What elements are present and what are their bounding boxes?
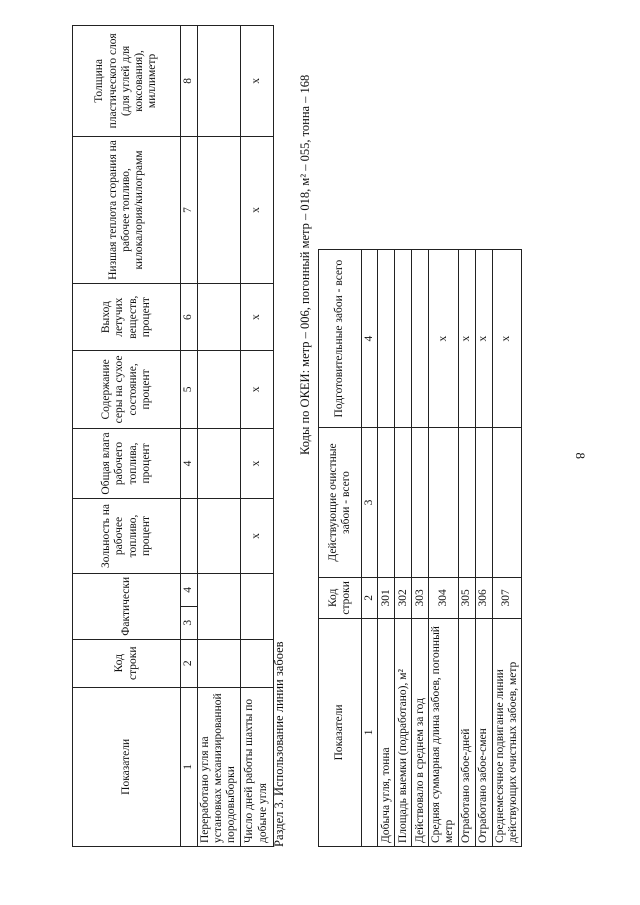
table-row xyxy=(378,250,395,847)
page-number: 8 xyxy=(573,452,588,459)
value-cell[interactable] xyxy=(198,26,241,137)
value-cell: х xyxy=(458,250,475,428)
code-cell[interactable] xyxy=(240,639,273,687)
num-cell: 6 xyxy=(181,284,198,351)
num-cell: 3 xyxy=(362,428,378,578)
header-plastic: Толщина пластического слоя (для углей для коксования), миллиметр xyxy=(73,26,181,137)
num-cell: 4 xyxy=(181,573,198,606)
row-label: Действовало в среднем за год xyxy=(412,618,429,846)
header-sulfur: Содержание серы на сухое состояние, процент xyxy=(73,351,181,429)
value-cell: х xyxy=(240,26,273,137)
code-cell: 307 xyxy=(492,577,521,618)
table-header-row xyxy=(319,250,362,847)
value-cell: х xyxy=(429,250,458,428)
num-cell: 7 xyxy=(181,136,198,283)
code-cell: 303 xyxy=(412,577,429,618)
value-cell[interactable] xyxy=(198,136,241,283)
table-row xyxy=(475,250,492,847)
num-cell: 2 xyxy=(181,639,198,687)
value-cell[interactable] xyxy=(198,351,241,429)
num-cell: 2 xyxy=(362,577,378,618)
table-row xyxy=(458,250,475,847)
section-title: Раздел 3. Использование линии забоев xyxy=(272,641,286,847)
value-cell[interactable] xyxy=(198,499,241,574)
value-cell: х xyxy=(240,351,273,429)
value-cell[interactable] xyxy=(429,428,458,578)
value-cell: х xyxy=(240,428,273,498)
num-cell: 4 xyxy=(181,428,198,498)
row-label: Средняя суммарная длина забоев, погонный метр xyxy=(429,618,458,846)
header-prep: Подготовительные забои - всего xyxy=(319,250,362,428)
table-row xyxy=(240,26,273,847)
header-indicators: Показатели xyxy=(73,687,181,846)
table-row xyxy=(492,250,521,847)
num-cell xyxy=(181,499,198,574)
header-active: Действующие очистные забои - всего xyxy=(319,428,362,578)
value-cell: х xyxy=(240,284,273,351)
code-cell: 306 xyxy=(475,577,492,618)
header-moisture: Общая влага рабочего топлива, процент xyxy=(73,428,181,498)
value-cell: х xyxy=(240,136,273,283)
table-row xyxy=(198,26,241,847)
header-actual: Фактически xyxy=(73,573,181,639)
num-cell: 3 xyxy=(181,606,198,639)
header-ash: Зольность на рабочее топливо, процент xyxy=(73,499,181,574)
header-heat: Низшая теплота сгорания на рабочее топливо, килокалория/килограмм xyxy=(73,136,181,283)
header-volatile: Выход летучих веществ, процент xyxy=(73,284,181,351)
value-cell: х xyxy=(240,499,273,574)
row-label: Площадь выемки (подработано), м² xyxy=(395,618,412,846)
table-header-row xyxy=(73,26,181,847)
row-label: Число дней работы шахты по добыче угля xyxy=(240,687,273,846)
row-label: Добыча угля, тонна xyxy=(378,618,395,846)
num-cell: 1 xyxy=(362,618,378,846)
okei-codes: Коды по ОКЕИ: метр – 006, погонный метр – 018, м² – 055, тонна – 168 xyxy=(298,74,312,455)
table-row xyxy=(395,250,412,847)
code-cell: 302 xyxy=(395,577,412,618)
value-cell[interactable] xyxy=(198,284,241,351)
code-cell: 305 xyxy=(458,577,475,618)
table-row xyxy=(412,250,429,847)
header-code: Код строки xyxy=(319,577,362,618)
row-label: Переработано угля на установках механизированной породовыборки xyxy=(198,687,241,846)
code-cell: 301 xyxy=(378,577,395,618)
table-number-row xyxy=(181,26,198,847)
row-label: Отработано забое-смен xyxy=(475,618,492,846)
value-cell: х xyxy=(475,250,492,428)
num-cell: 4 xyxy=(362,250,378,428)
value-cell[interactable] xyxy=(412,428,429,578)
value-cell[interactable] xyxy=(395,428,412,578)
table-number-row xyxy=(362,250,378,847)
value-cell[interactable] xyxy=(378,428,395,578)
value-cell[interactable] xyxy=(458,428,475,578)
value-cell[interactable] xyxy=(378,250,395,428)
num-cell: 1 xyxy=(181,687,198,846)
value-cell: х xyxy=(492,250,521,428)
fuel-quality-table xyxy=(72,25,274,847)
value-cell[interactable] xyxy=(240,573,273,639)
num-cell: 8 xyxy=(181,26,198,137)
value-cell[interactable] xyxy=(198,428,241,498)
header-indicators: Показатели xyxy=(319,618,362,846)
value-cell[interactable] xyxy=(475,428,492,578)
code-cell[interactable] xyxy=(198,639,241,687)
code-cell: 304 xyxy=(429,577,458,618)
table-row xyxy=(429,250,458,847)
value-cell[interactable] xyxy=(412,250,429,428)
header-code: Код строки xyxy=(73,639,181,687)
row-label: Отработано забое-дней xyxy=(458,618,475,846)
value-cell[interactable] xyxy=(198,573,241,639)
num-cell: 5 xyxy=(181,351,198,429)
face-line-table xyxy=(318,249,522,847)
value-cell[interactable] xyxy=(395,250,412,428)
value-cell[interactable] xyxy=(492,428,521,578)
row-label: Среднемесячное подвигание линии действующих очистных забоев, метр xyxy=(492,618,521,846)
